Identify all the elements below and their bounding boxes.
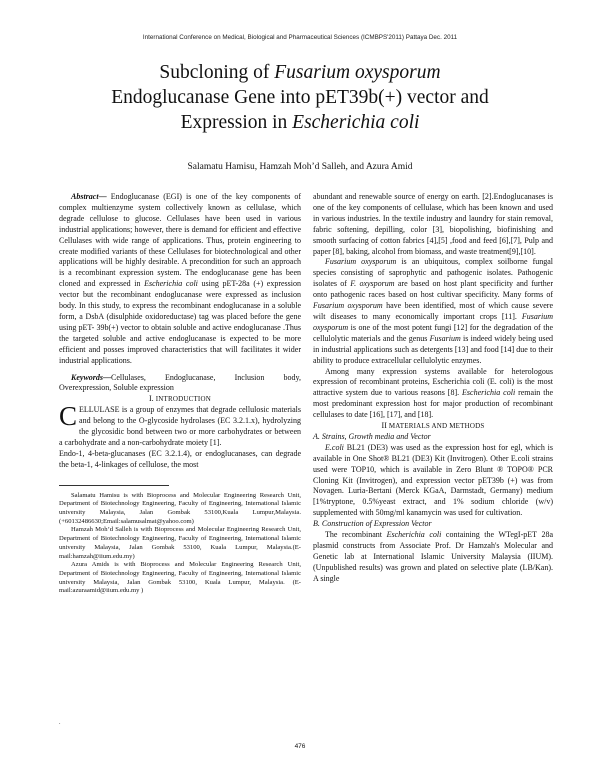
right-column <box>313 192 553 585</box>
footnote-1: Salamatu Hamisu is with Bioprocess and Molecular Engineering Research Unit, Department of Biotechnology Engineering, Faculty of Engineering, International Islamic university Malaysia, Jalan Gombak 53100,Kuala Lumpur,Malaysia.(+60132486630;Email:salamusalmat@yahoo.com) <box>59 491 301 525</box>
intro-number: I. <box>149 394 156 404</box>
right-paragraph-1: abundant and renewable source of energy on earth. [2].Endoglucanases is one of the key components of cellulase, which has been known and used in various industries. In the textile industry and laundry for stain removal, fabric softening, depilling, color [3], biopolishing, biofinishing and smooth surfacing of cotton fabrics [4],[5] ,food and feed [6],[7], Pulp and paper [8], baking, alcohol from biomass, and waste treatment[9],[10]. <box>313 192 553 256</box>
keywords-paragraph <box>59 373 301 395</box>
footnote-divider <box>59 485 169 486</box>
page-number: 476 <box>294 743 306 750</box>
abstract-paragraph <box>59 192 301 367</box>
p3-text-b: remain the most predominant expression host for major production of recombinant cellulases to date [16], [17], and [18]. <box>313 388 553 420</box>
p2-text-b: are based on host plant specificity and further onto pathogenic races based on host cultivar specificity. Many forms of <box>313 279 553 300</box>
abstract-dash: — <box>98 192 111 201</box>
title-line3-plain: Expression in <box>180 112 293 133</box>
right-paragraph-3 <box>313 367 553 422</box>
p3-text-a: Among many expression systems available for heterologous expression of recombinant proteins, Escherichia coli (E. coli) is the most attractive system due to various reasons [8]. <box>313 366 553 398</box>
title-line3-italic: Escherichia coli <box>292 112 420 133</box>
right-paragraph-2 <box>313 257 553 366</box>
paper-title <box>40 60 560 135</box>
subsection-a-paragraph <box>313 443 553 519</box>
p2-text-c: have been identified, most of which cause severe wilt diseases to many economically important crops [11]. <box>313 301 554 321</box>
intro-heading: INTRODUCTION <box>155 395 211 404</box>
fusarium-italic-2: F. oxysporum <box>350 279 395 289</box>
methods-number: II <box>381 421 389 431</box>
pb-text-1: The recombinant <box>325 530 387 540</box>
title-line1-italic: Fusarium oxysporum <box>274 62 441 83</box>
abstract-label: Abstract <box>71 192 99 201</box>
abstract-ecoli: Escherichia coli <box>144 279 198 289</box>
pb-text-2: containing the WTegI-pET 28a plasmid constructs from Associate Prof. Dr Hamzah's Molecular and Genetic lab at International Islamic University Malaysia (IIUM). (Unpublished results) was grown and plated on selective plate (LB/Kan). A single <box>313 530 553 583</box>
ecoli-italic-b: Escherichia coli <box>386 530 442 540</box>
abstract-text-2: using pET-28a (+) expression vector but the recombinant endoglucanase were expressed as inclusion body. In this study, to express the recombinant endoglucanase in a soluble form, a DsbA (disulphide oxidoreductase) tag was placed before the gene using pET- 39b(+) vector to obtain soluble and active endoglucanase .Thus the targeted soluble and active endoglucanase is expected to be more efficient and posses improved characteristics that will facilitates it wider industrial applications. <box>59 279 301 365</box>
p2-text-d: is one of the most potent fungi [12] for the degradation of the cellulolytic materials and the genus <box>313 322 553 343</box>
keywords-text: Cellulases, Endoglucanase, Inclusion body, Overexpression, Soluble expression <box>59 372 301 393</box>
conference-header: International Conference on Medical, Biological and Pharmaceutical Sciences (ICMBPS'2011) Pattaya Dec. 2011 <box>142 34 458 41</box>
ecoli-italic-a: E.coli <box>325 442 344 452</box>
intro-paragraph-1 <box>59 401 301 449</box>
author-list: Salamatu Hamisu, Hamzah Moh’d Salleh, and Azura Amid <box>187 162 413 172</box>
p2-text-a: is an ubiquitous, complex soilborne fungal species consisting of saprophytic and pathogenic isolates. Pathogenic isolates of <box>313 257 554 289</box>
fusarium-italic-4: Fusarium oxysporum <box>313 311 553 332</box>
intro-dropcap: C <box>59 401 78 432</box>
section-introduction-heading <box>59 394 301 405</box>
subsection-b-heading: B. Construction of Expression Vector <box>313 519 432 529</box>
abstract-text-1: Endoglucanase (EGI) is one of the key components of complex multienzyme system collectively known as cellulase, which degrade cellulose to glucose. Cellulases have been used in various industrial applications; however, there is demand for efficient and effective Cellulases with wide range of applications. Thus, protein engineering to create modified variants of these Cellulases for biotechnological and other applications will be highly desirable. A precondition for such an approach is a recombinant expression system. The endoglucanase gene has been cloned and expressed in <box>59 192 302 289</box>
title-line1-plain: Subcloning of <box>159 62 275 83</box>
left-column <box>59 192 301 596</box>
p2-text-e: is indeed widely being used in industrial applications such as detergents [13] and food [14] due to their ability to produce extracellular cellulolytic enzymes. <box>313 333 554 365</box>
keywords-label: Keywords <box>71 372 103 382</box>
ecoli-italic: Escherichia coli <box>462 388 516 398</box>
fusarium-italic-5: Fusarium <box>429 333 461 343</box>
keywords-dash: — <box>103 372 111 382</box>
subsection-a-heading: A. Strains, Growth media and Vector <box>313 431 431 441</box>
intro-paragraph-2: Endo-1, 4-beta-glucanases (EC 3.2.1.4), or endoglucanases, can degrade the beta-1, 4-linkages of cellulose, the most <box>59 448 301 469</box>
pa-text: BL21 (DE3) was used as the expression host for egl, which is available in One Shot® BL21 (DE3) Kit (Invitrogen). Other E.coli strains used were TOP10, which is available in Zero Blunt ® TOPO® PCR Cloning Kit (Invitrogen), and expression vector pET39b (+) was from Novagen. Luria-Bertani (Merck KGaA, Darmstadt, Germany) medium [1%tryptone, 0.5%yeast extract, and 1% sodium chloride (w/v) supplemented with 50mg/ml kanamycin was used for cultivation. <box>313 442 553 518</box>
subsection-b-paragraph <box>313 530 553 585</box>
margin-mark: . <box>59 720 61 726</box>
intro-text-1: ELLULASE is a group of enzymes that degrade cellulosic materials and belong to the O-glycoside hydrolases (EC 3.2.1.x), hydrolyzing the glycosidic bond between two or more carbohydrates or between a carbohydrate and a non-carbohydrate moiety [1]. <box>59 405 301 447</box>
fusarium-italic-1: Fusarium oxysporum <box>325 257 397 267</box>
title-line2: Endoglucanase Gene into pET39b(+) vector and <box>111 87 489 108</box>
footnote-3: Azura Amids is with Bioprocess and Molecular Engineering Research Unit, Department of Biotechnology Engineering, Faculty of Engineering, International Islamic university Malaysia, Jalan Gombak 53100, Kuala Lumpur, Malaysia. (E-mail:azuraamid@iium.edu.my ) <box>59 561 301 595</box>
fusarium-italic-3: Fusarium oxysporum <box>313 301 383 311</box>
section-methods-heading <box>313 421 553 432</box>
footnote-2: Hamzah Moh’d Salleh is with Bioprocess and Molecular Engineering Research Unit, Department of Biotechnology Engineering, Faculty of Engineering, International Islamic university Malaysia, Jalan Gombak 53100, Kuala Lumpur, Malaysia.(E- mail:hamzah@iium.edu.my) <box>59 526 301 560</box>
methods-heading: MATERIALS AND METHODS <box>388 422 485 431</box>
